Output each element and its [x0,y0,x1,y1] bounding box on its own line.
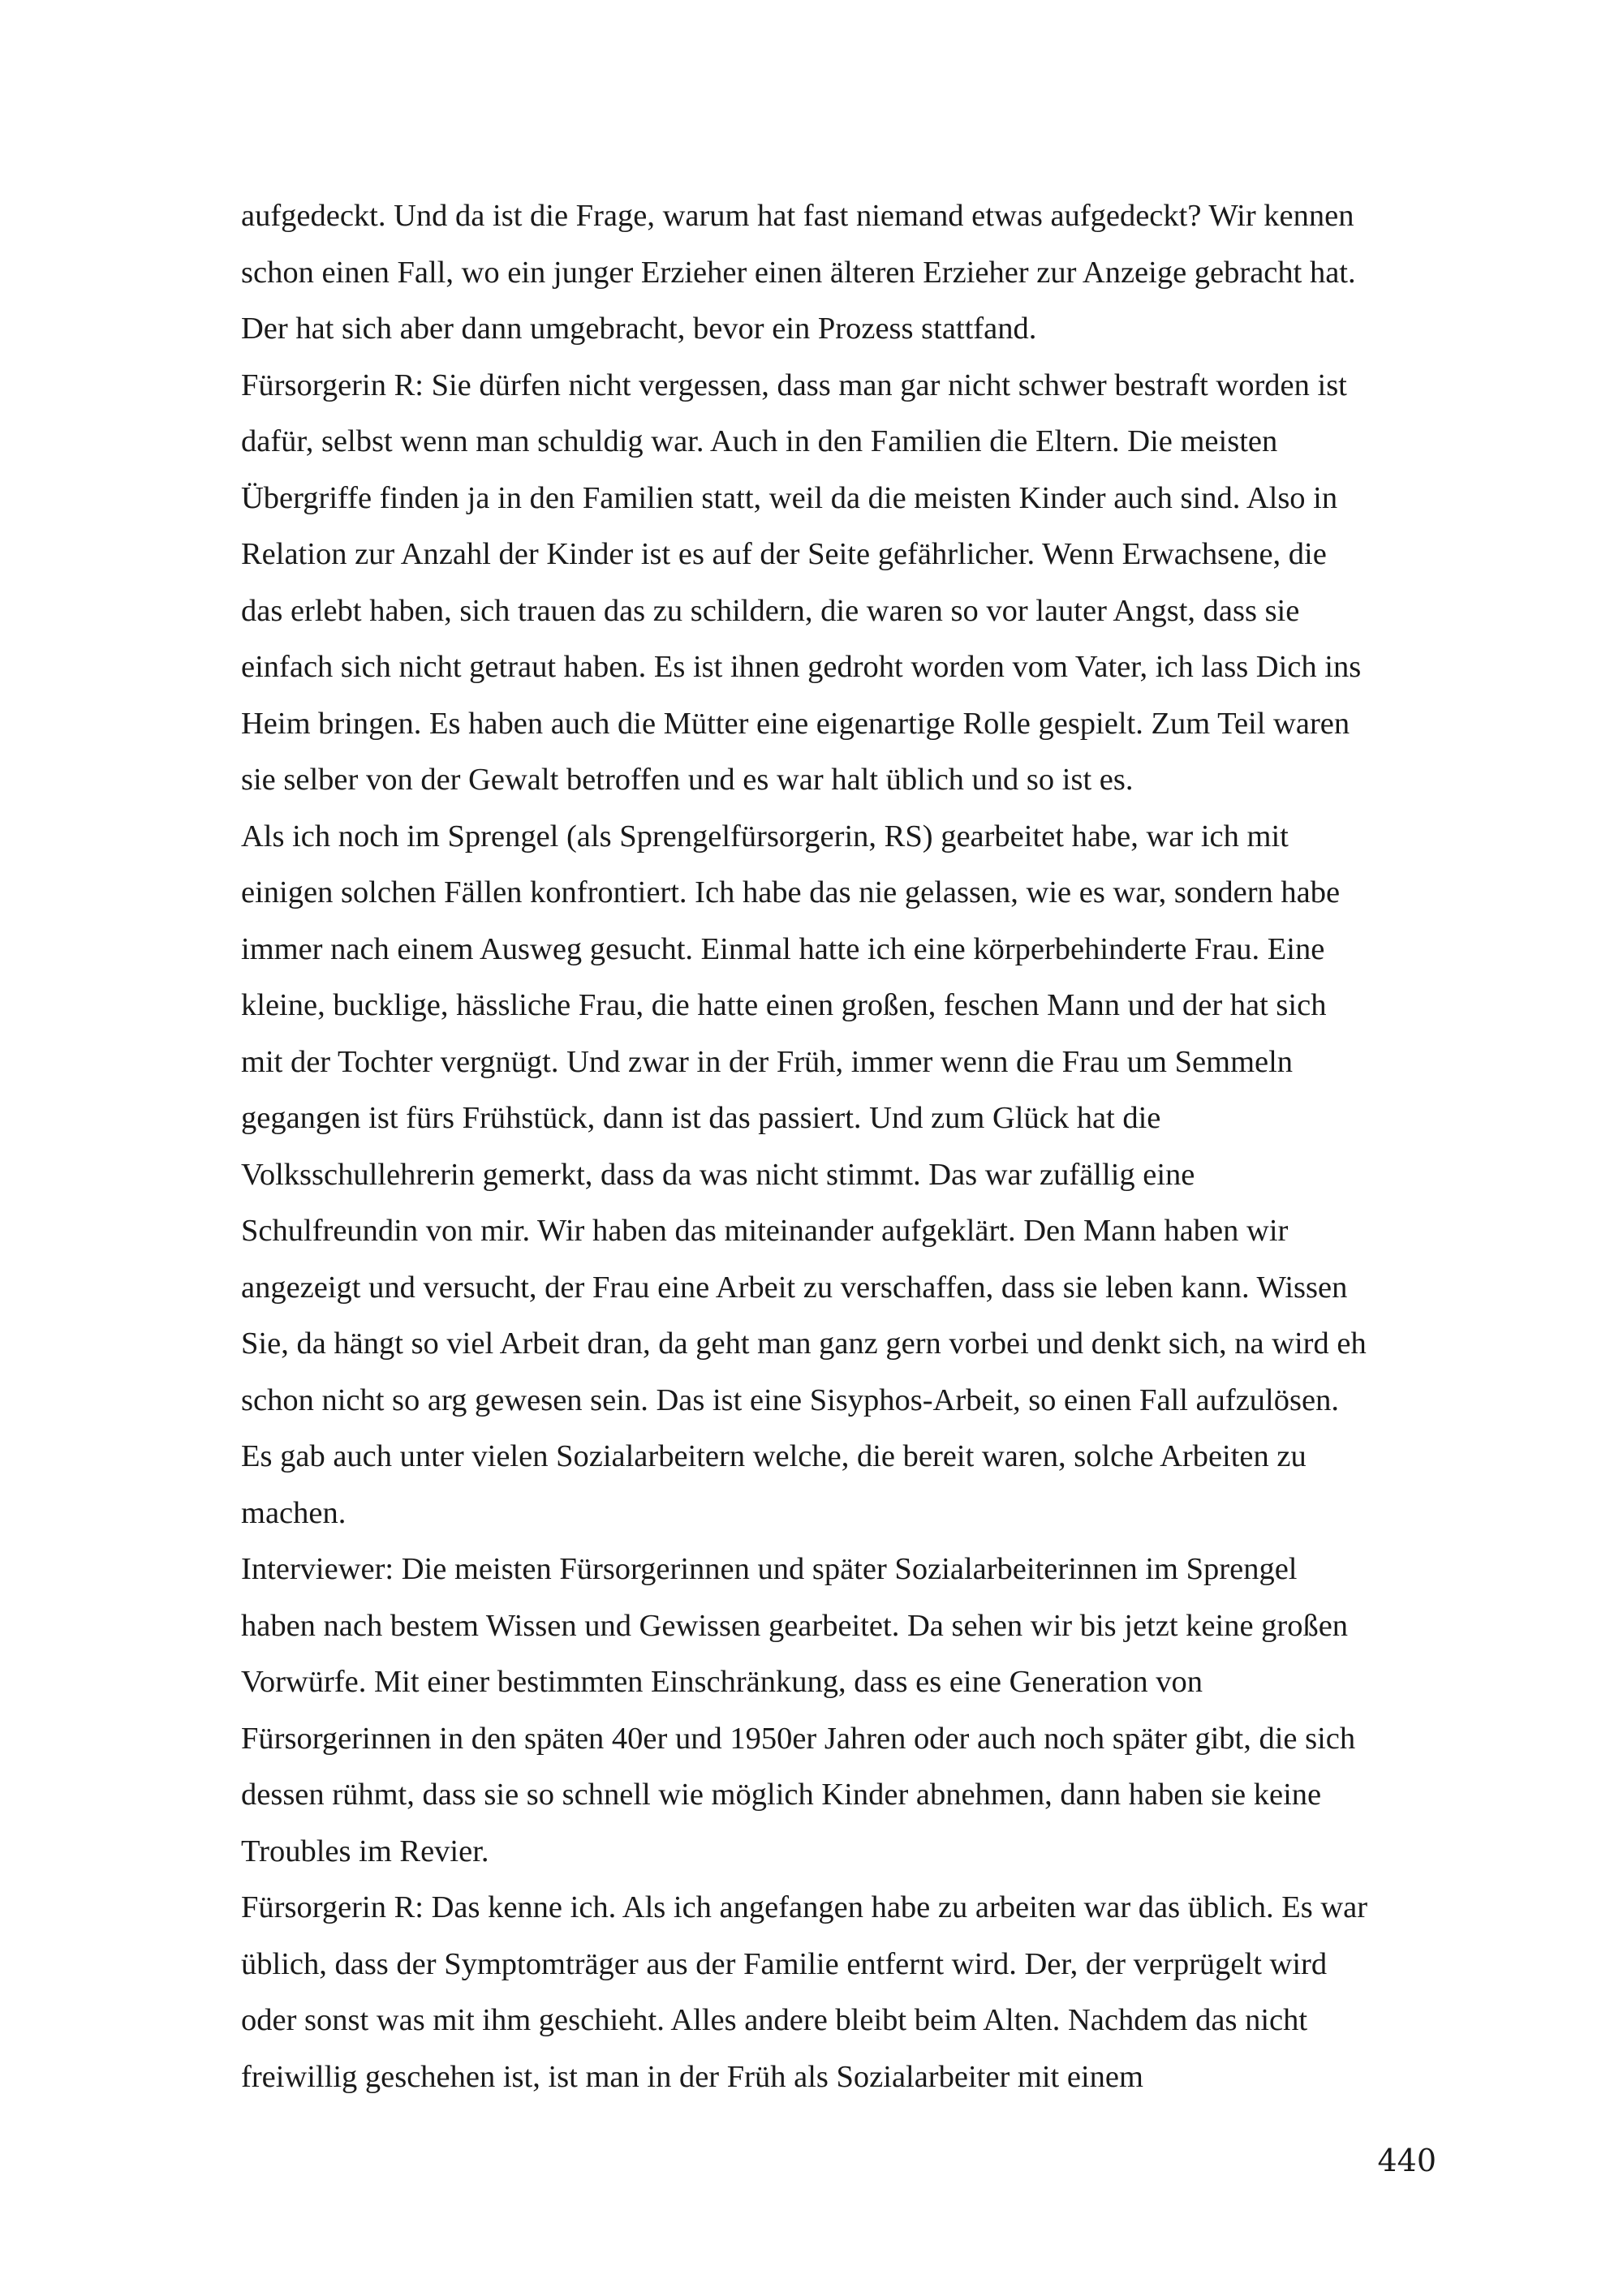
text-line: Fürsorgerin R: Sie dürfen nicht vergessen, dass man gar nicht schwer bestraft worden ist [241,368,1347,402]
text-line: Schulfreundin von mir. Wir haben das miteinander aufgeklärt. Den Mann haben wir [241,1214,1289,1248]
text-line: schon nicht so arg gewesen sein. Das ist eine Sisyphos-Arbeit, so einen Fall aufzulösen. [241,1382,1339,1417]
body-text [241,188,1434,2105]
text-line: kleine, bucklige, hässliche Frau, die hatte einen großen, feschen Mann und der hat sich [241,988,1327,1022]
text-line: machen. [241,1495,347,1530]
text-line: Als ich noch im Sprengel (als Sprengelfürsorgerin, RS) gearbeitet habe, war ich mit [241,819,1289,853]
text-line: Der hat sich aber dann umgebracht, bevor ein Prozess stattfand. [241,312,1037,346]
text-line: Interviewer: Die meisten Fürsorgerinnen und später Sozialarbeiterinnen im Sprengel [241,1552,1298,1586]
text-line: haben nach bestem Wissen und Gewissen gearbeitet. Da sehen wir bis jetzt keine großen [241,1608,1349,1643]
text-line: Relation zur Anzahl der Kinder ist es auf der Seite gefährlicher. Wenn Erwachsene, die [241,537,1327,571]
text-line: oder sonst was mit ihm geschieht. Alles andere bleibt beim Alten. Nachdem das nicht [241,2003,1308,2037]
text-line: dafür, selbst wenn man schuldig war. Auch in den Familien die Eltern. Die meisten [241,424,1278,458]
text-line: Troubles im Revier. [241,1834,489,1868]
text-line: schon einen Fall, wo ein junger Erzieher einen älteren Erzieher zur Anzeige gebracht hat. [241,255,1356,290]
text-line: Übergriffe finden ja in den Familien statt, weil da die meisten Kinder auch sind. Also in [241,480,1338,515]
text-line: üblich, dass der Symptomträger aus der Familie entfernt wird. Der, der verprügelt wird [241,1946,1328,1981]
text-line: Fürsorgerin R: Das kenne ich. Als ich angefangen habe zu arbeiten war das üblich. Es war [241,1890,1368,1924]
text-line: sie selber von der Gewalt betroffen und es war halt üblich und so ist es. [241,763,1134,797]
text-line: freiwillig geschehen ist, ist man in der Früh als Sozialarbeiter mit einem [241,2059,1143,2094]
text-line: einfach sich nicht getraut haben. Es ist ihnen gedroht worden vom Vater, ich lass Dich ins [241,650,1362,684]
text-line: mit der Tochter vergnügt. Und zwar in der Früh, immer wenn die Frau um Semmeln [241,1044,1294,1079]
text-line: angezeigt und versucht, der Frau eine Arbeit zu verschaffen, dass sie leben kann. Wissen [241,1270,1348,1305]
text-line: gegangen ist fürs Frühstück, dann ist das passiert. Und zum Glück hat die [241,1101,1161,1135]
text-line: immer nach einem Ausweg gesucht. Einmal hatte ich eine körperbehinderte Frau. Eine [241,931,1325,966]
text-line: Es gab auch unter vielen Sozialarbeitern welche, die bereit waren, solche Arbeiten zu [241,1439,1307,1473]
page-number: 440 [1377,2143,1436,2178]
text-line: Vorwürfe. Mit einer bestimmten Einschränkung, dass es eine Generation von [241,1665,1203,1699]
text-line: Fürsorgerinnen in den späten 40er und 1950er Jahren oder auch noch später gibt, die sich [241,1721,1356,1756]
text-line: einigen solchen Fällen konfrontiert. Ich habe das nie gelassen, wie es war, sondern habe [241,875,1341,909]
text-line: das erlebt haben, sich trauen das zu schildern, die waren so vor lauter Angst, dass sie [241,593,1300,628]
text-line: aufgedeckt. Und da ist die Frage, warum hat fast niemand etwas aufgedeckt? Wir kennen [241,199,1354,233]
text-line: dessen rühmt, dass sie so schnell wie möglich Kinder abnehmen, dann haben sie keine [241,1778,1322,1812]
text-line: Volksschullehrerin gemerkt, dass da was nicht stimmt. Das war zufällig eine [241,1157,1195,1192]
text-line: Heim bringen. Es haben auch die Mütter eine eigenartige Rolle gespielt. Zum Teil waren [241,706,1350,741]
text-line: Sie, da hängt so viel Arbeit dran, da geht man ganz gern vorbei und denkt sich, na wird eh [241,1326,1367,1361]
